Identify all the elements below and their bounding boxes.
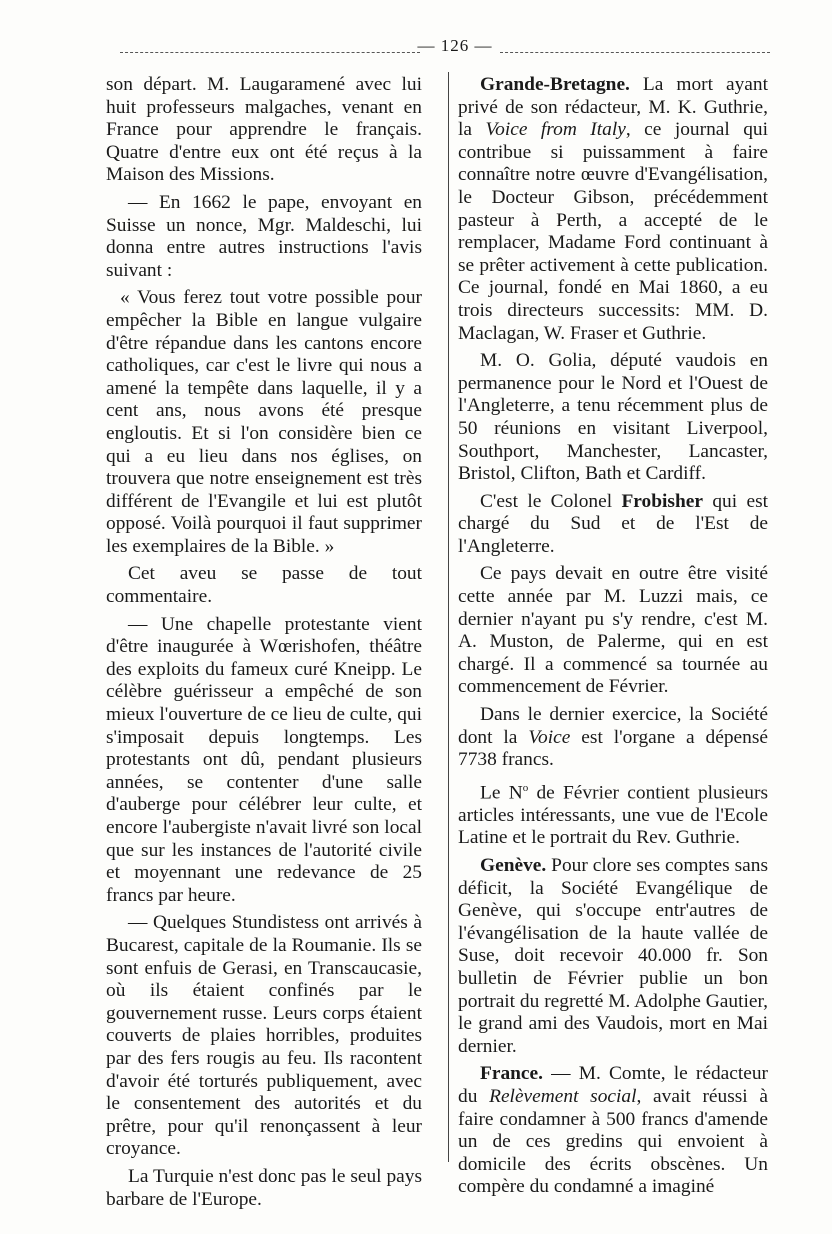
column-divider — [448, 72, 449, 1162]
left-column — [106, 74, 422, 1216]
text-span: Le N — [480, 782, 523, 804]
paragraph-chapel: — Une chapelle protestante vient d'être inaugurée à Wœrishofen, théâtre des exploits du fameux curé Kneipp. Le célèbre guérisseur a empêché de son mieux l'ouverture de ce lieu de culte, qui s'imposait depuis longtemps. Les protestants ont dû, pendant plusieurs années, se contenter d'une salle d'auberge pour célébrer leur culte, et encore l'aubergiste n'avait livré son local que sur les instances de l'autorité civile et moyennant une redevance de 25 francs par heure. — [106, 613, 422, 906]
paragraph-turkey: La Turquie n'est donc pas le seul pays barbare de l'Europe. — [106, 1165, 422, 1210]
person-name: Frobisher — [621, 490, 703, 512]
paragraph-nonce: — En 1662 le pape, envoyant en Suisse un nonce, Mgr. Maldeschi, lui donna entre autres instructions l'avis suivant : — [106, 191, 422, 281]
paragraph-luzzi: Ce pays devait en outre être visité cette année par M. Luzzi mais, ce dernier n'ayant pu s'y rendre, c'est M. A. Muston, de Palerme, qui en est chargé. Il a commencé sa tournée au commencement de Février. — [458, 563, 768, 698]
paragraph-february-issue — [458, 777, 768, 850]
paragraph-madagascar: son départ. M. Laugaramené avec lui huit professeurs malgaches, venant en France pour apprendre le français. Quatre d'entre eux ont été reçus à la Maison des Missions. — [106, 74, 422, 186]
section-heading-grande-bretagne: Grande-Bretagne. — [480, 74, 630, 95]
text-span: , ce journal qui contribue si puissamment à faire connaître notre œuvre d'Evangélisation, le Docteur Gibson, précédemment pasteur à Perth, a accepté de le remplacer, Madame Ford continuant à se prêter activement à cette publication. Ce journal, fondé en Mai 1860, a eu trois directeurs successits: MM. D. Maclagan, W. Fraser et Guthrie. — [458, 119, 769, 344]
journal-title: Voice from Italy — [485, 119, 626, 141]
paragraph-quote: « Vous ferez tout votre possible pour empêcher la Bible en langue vulgaire d'être répandue dans les cantons encore catholiques, car c'est le livre qui nous a amené la tempête dans laquelle, il y a cent ans, nous avons été presque engloutis. Et si l'on considère bien ce qui a eu lieu dans nos églises, on trouvera que notre enseignement est très différent de l'Evangile et lui est plutôt opposé. Voilà pourquoi il faut supprimer les exemplaires de la Bible. » — [106, 287, 422, 557]
paragraph-geneve — [458, 855, 768, 1058]
section-heading-france: France. — [480, 1063, 543, 1085]
header-rule-right — [500, 52, 770, 53]
right-column — [458, 74, 768, 1204]
paragraph-grande-bretagne — [458, 74, 768, 345]
text-span: Pour clore ses comptes sans déficit, la Société Evangélique de Genève, qui s'occupe entr'autres de l'évangélisation de la haute vallée de Suse, doit recevoir 40.000 fr. Son bulletin de Février publie un bon portrait du regretté M. Adolphe Gautier, le grand ami des Vaudois, mort en Mai dernier. — [458, 855, 768, 1057]
page-number: — 126 — — [417, 36, 493, 55]
journal-title: Relèvement social — [489, 1086, 637, 1107]
page-header — [0, 34, 832, 58]
header-rule-left — [120, 52, 420, 53]
paragraph-stundists: — Quelques Stundistess ont arrivés à Bucarest, capitale de la Roumanie. Ils se sont enfuis de Gerasi, en Transcaucasie, où ils étaient confinés par le gouvernement russe. Leurs corps étaient couverts de plaies horribles, produites par des fers rougis au feu. Ils racontent d'avoir été torturés publiquement, avec le consentement des autorités et du prêtre, pour qu'il renonçassent à leur croyance. — [106, 912, 422, 1160]
text-span: Dans le dernier exercice, la Société dont la — [458, 704, 768, 748]
paragraph-comment: Cet aveu se passe de tout commentaire. — [106, 563, 422, 608]
text-span: est l'organe a dépensé 7738 francs. — [458, 726, 768, 771]
paragraph-golia: M. O. Golia, député vaudois en permanence pour le Nord et l'Ouest de l'Angleterre, a tenu récemment plus de 50 réunions en visitant Liverpool, Southport, Manchester, Lancaster, Bristol, Clifton, Bath et Cardiff. — [458, 350, 768, 485]
paragraph-expenses — [458, 704, 768, 772]
paragraph-frobisher — [458, 491, 768, 559]
text-span: , avait réussi à faire condamner à 500 francs d'amende un de ces gredins qui envoient à domicile des écrits obscènes. Un compère du condamné a imaginé — [458, 1086, 768, 1198]
superscript: o — [522, 781, 529, 794]
text-span: qui est chargé du Sud et de l'Est de l'Angleterre. — [458, 490, 769, 557]
text-span: C'est le Colonel — [480, 490, 622, 512]
journal-title: Voice — [528, 726, 571, 748]
section-heading-geneve: Genève. — [480, 855, 547, 877]
text-span: La mort ayant privé de son rédacteur, M. K. Guthrie, la — [458, 74, 768, 141]
text-span: — M. Comte, le rédacteur du — [458, 1063, 768, 1107]
text-span: de Février contient plusieurs articles intéressants, une vue de l'Ecole Latine et le portrait du Rev. Guthrie. — [458, 782, 768, 849]
paragraph-france — [458, 1063, 768, 1199]
